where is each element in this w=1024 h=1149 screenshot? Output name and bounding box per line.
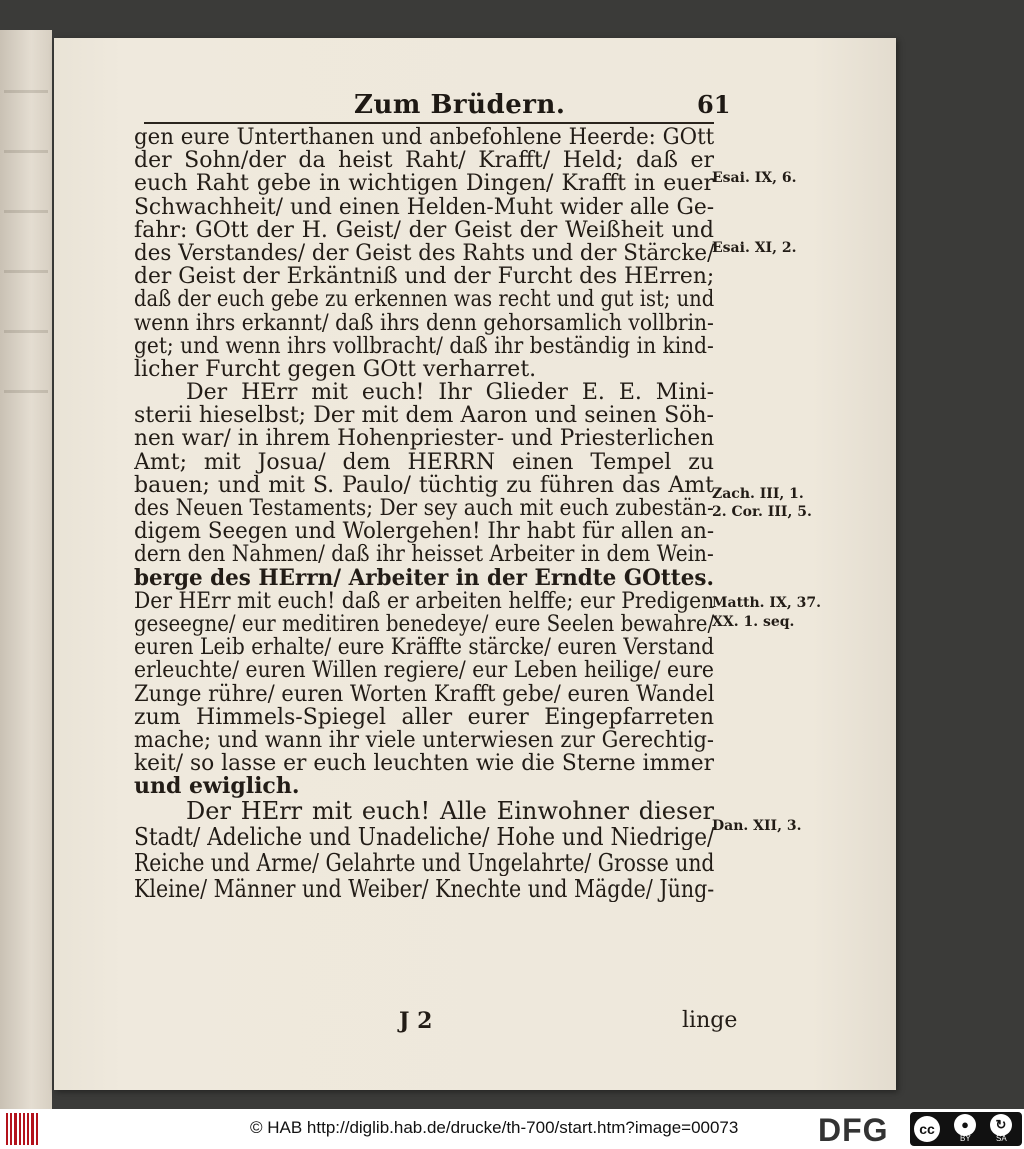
bleed-through-line [4, 150, 48, 153]
text-line: des Neuen Testaments; Der sey auch mit euch zubestän- [134, 497, 714, 521]
running-title: Zum Brüdern. [354, 90, 566, 120]
margin-note: Matth. IX, 37. [712, 595, 821, 611]
hab-logo-icon [6, 1113, 38, 1145]
text-line: mache; und wann ihr viele unterwiesen zur Gerechtig- [134, 728, 714, 753]
signature-mark: J 2 [399, 1008, 433, 1034]
text-line: Der HErr mit euch! daß er arbeiten helffe; eur Predigen [134, 589, 715, 613]
page-header [54, 90, 896, 120]
text-line: geseegne/ eur meditiren benedeye/ eure Seelen bewahre/ [134, 612, 715, 637]
text-line: Kleine/ Männer und Weiber/ Knechte und Mägde/ Jüng- [134, 876, 715, 903]
bleed-through-line [4, 330, 48, 333]
bleed-through-line [4, 210, 48, 213]
attribution-bar [0, 1109, 1024, 1149]
margin-note: Esai. IX, 6. [712, 170, 797, 186]
share-alike-icon: ↻ [990, 1114, 1012, 1136]
creative-commons-badge[interactable] [910, 1112, 1022, 1146]
text-line: dern den Nahmen/ daß ihr heisset Arbeiter in dem Wein- [134, 543, 714, 567]
cc-icon: cc [914, 1116, 940, 1142]
book-page [54, 38, 896, 1090]
text-line: berge des HErrn/ Arbeiter in der Erndte GOttes. [134, 566, 714, 590]
header-rule [144, 122, 714, 124]
text-line: Stadt/ Adeliche und Unadeliche/ Hohe und Niedrige/ [134, 824, 714, 851]
catchword: linge [682, 1008, 738, 1033]
text-line: und ewiglich. [134, 775, 300, 799]
adjacent-page-edge [0, 30, 52, 1110]
text-line: digem Seegen und Wolergehen! Ihr habt für allen an- [134, 520, 715, 544]
text-line: Der HErr mit euch! Alle Einwohner dieser [186, 798, 714, 825]
text-line: Der HErr mit euch! Ihr Glieder E. E. Mini- [186, 381, 714, 405]
page-number: 61 [697, 90, 731, 119]
text-line: daß der euch gebe zu erkennen was recht und gut ist; und [134, 288, 715, 312]
text-line: gen eure Unterthanen und anbefohlene Heerde: GOtt [134, 126, 715, 150]
bleed-through-line [4, 390, 48, 393]
text-line: wenn ihrs erkannt/ daß ihrs denn gehorsamlich vollbrin- [134, 311, 714, 335]
text-line: fahr: GOtt der H. Geist/ der Geist der Weißheit und [134, 218, 714, 242]
text-line: Zunge rühre/ euren Worten Krafft gebe/ euren Wandel [134, 682, 715, 706]
text-line: nen war/ in ihrem Hohenpriester- und Priesterlichen [134, 427, 715, 451]
text-line: licher Furcht gegen GOtt verharret. [134, 357, 537, 382]
cc-by-label: BY [960, 1134, 971, 1143]
margin-note: Zach. III, 1. [712, 486, 804, 502]
cc-sa-label: SA [996, 1134, 1007, 1143]
margin-note: Esai. XI, 2. [712, 240, 797, 256]
text-line: zum Himmels-Spiegel aller eurer Eingepfarreten [134, 705, 714, 729]
bleed-through-line [4, 270, 48, 273]
text-line: Schwachheit/ und einen Helden-Muht wider alle Ge- [134, 195, 715, 219]
text-line: der Geist der Erkäntniß und der Furcht des HErren; [134, 265, 714, 289]
text-line: get; und wenn ihrs vollbracht/ daß ihr beständig in kind- [134, 334, 714, 358]
text-line: euren Leib erhalte/ eure Kräffte stärcke/ euren Verstand [134, 636, 715, 660]
text-line: der Sohn/der da heist Raht/ Krafft/ Held; daß er [134, 149, 714, 173]
margin-note: 2. Cor. III, 5. [712, 504, 812, 520]
margin-note: Dan. XII, 3. [712, 818, 802, 834]
dfg-logo: DFG [818, 1112, 889, 1148]
text-line: euch Raht gebe in wichtigen Dingen/ Krafft in euer [134, 172, 714, 196]
text-line: keit/ so lasse er euch leuchten wie die Sterne immer [134, 752, 714, 776]
copyright-url-link[interactable]: © HAB http://diglib.hab.de/drucke/th-700/start.htm?image=00073 [250, 1118, 739, 1137]
text-line: des Verstandes/ der Geist des Rahts und der Stärcke/ [134, 241, 715, 266]
attribution-person-icon: ● [954, 1114, 976, 1136]
bleed-through-line [4, 90, 48, 93]
text-line: Amt; mit Josua/ dem HERRN einen Tempel zu [134, 450, 714, 474]
text-line: erleuchte/ euren Willen regiere/ eur Leben heilige/ eure [134, 659, 714, 683]
text-line: sterii hieselbst; Der mit dem Aaron und seinen Söh- [134, 404, 714, 428]
text-line: bauen; und mit S. Paulo/ tüchtig zu führen das Amt [134, 473, 714, 497]
text-line: Reiche und Arme/ Gelahrte und Ungelahrte/ Grosse und [134, 850, 715, 877]
margin-note: XX. 1. seq. [712, 614, 795, 630]
body-text [134, 126, 714, 902]
page-footer [134, 1008, 738, 1034]
